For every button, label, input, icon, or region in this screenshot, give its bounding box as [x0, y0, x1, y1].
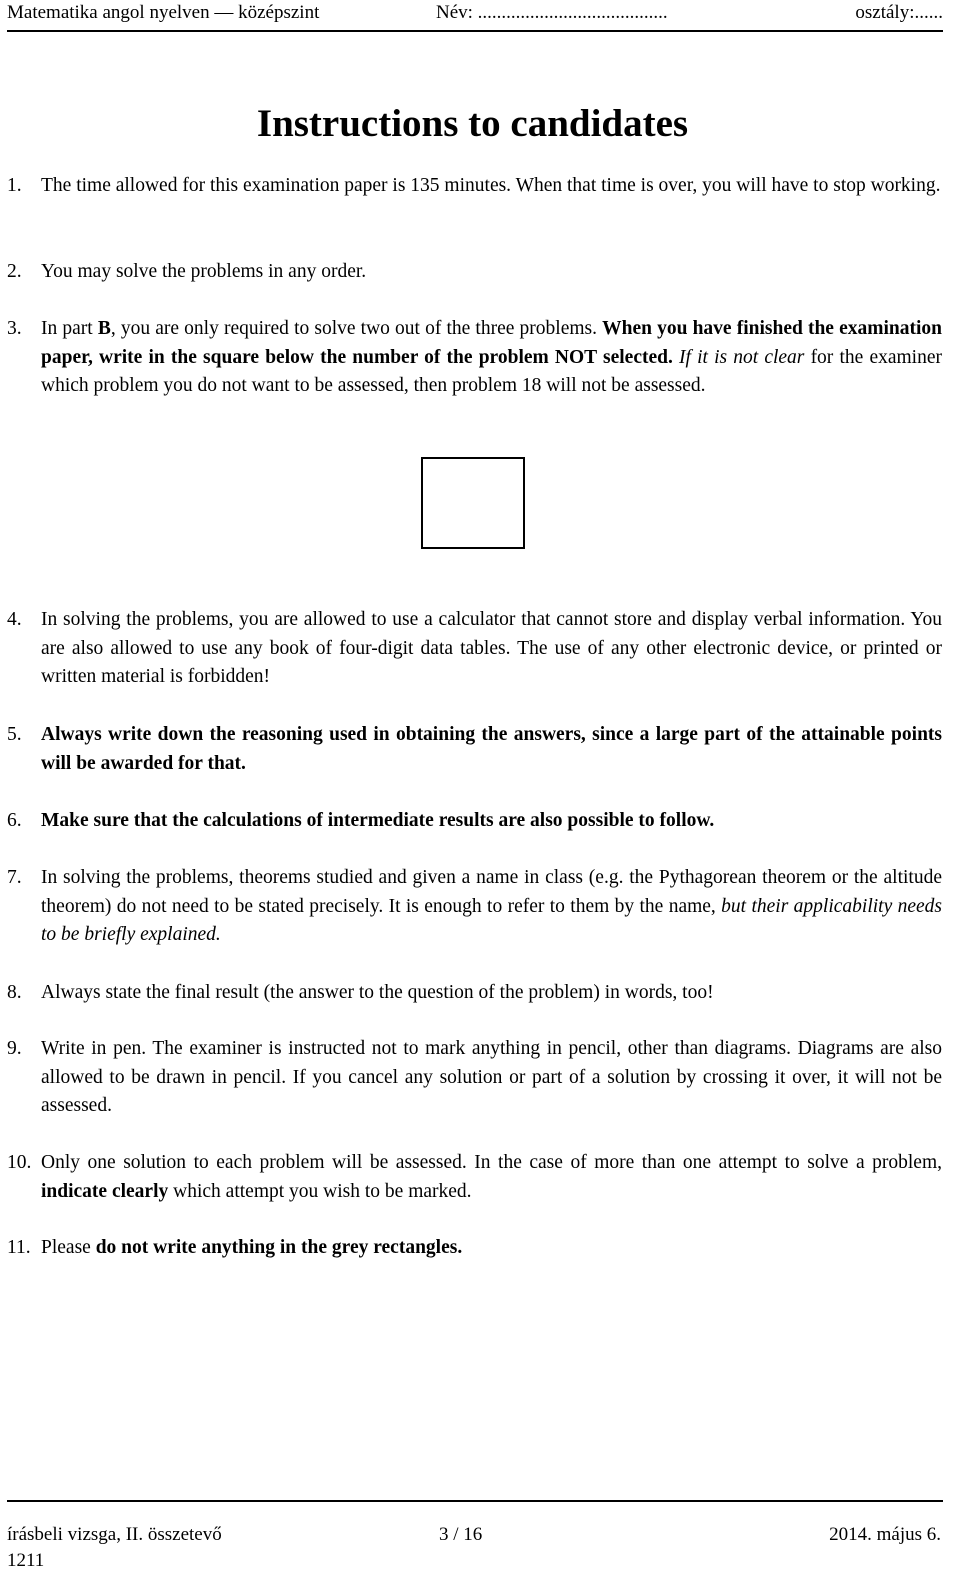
item-text-run: do not write anything in the grey rectangles.	[95, 1237, 463, 1258]
page-footer	[7, 1500, 943, 1582]
item-text-run: In solving the problems, theorems studied and given a name in class (e.g. the Pythagorean theorem or the altitude theorem) do not need to be stated precisely. It is enough to refer to them by the name,	[41, 867, 942, 917]
footer-code: 1211	[7, 1550, 45, 1571]
item-text-run: B	[97, 318, 111, 339]
item-text-run: for the examiner which problem you do not want to be assessed, then problem 18 will not be assessed.	[41, 346, 942, 396]
page-header	[7, 0, 943, 32]
item-text	[41, 606, 942, 692]
instruction-item-10	[7, 1149, 942, 1206]
item-text-run: indicate clearly	[41, 1180, 169, 1202]
item-text-run: Always write down the reasoning used in obtaining the answers, since a large part of the attainable points will be awarded for that.	[41, 724, 942, 774]
item-text-run: Only one solution to each problem will be assessed. In the case of more than one attempt to solve a problem,	[41, 1152, 942, 1173]
page-title: Instructions to candidates	[256, 102, 689, 145]
item-text-run: If it is not clear	[679, 346, 805, 368]
item-number: 3.	[7, 318, 22, 339]
instruction-item-4	[7, 606, 942, 692]
item-number: 8.	[7, 982, 22, 1003]
item-text-run: Make sure that the calculations of intermediate results are also possible to follow.	[41, 810, 715, 831]
instruction-item-9	[7, 1035, 942, 1121]
item-number: 2.	[7, 261, 22, 282]
item-text-run: In solving the problems, you are allowed to use a calculator that cannot store and display verbal information. You are also allowed to use any book of four-digit data tables. The use of any other electronic device, or printed or written material is forbidden!	[41, 609, 942, 687]
item-text	[41, 258, 942, 287]
header-class-field: osztály:......	[855, 2, 943, 23]
header-subject: Matematika angol nyelven — középszint	[7, 2, 320, 23]
item-number: 9.	[7, 1038, 22, 1059]
instruction-item-2	[7, 258, 942, 287]
item-text	[41, 1234, 942, 1263]
item-text-run: Write in pen. The examiner is instructed not to mark anything in pencil, other than diagrams. Diagrams are also allowed to be drawn in pencil. If you cancel any solution or part of a solution by crossing it over, it will not be assessed.	[41, 1038, 942, 1116]
header-name-field: Név: ........................................	[436, 2, 668, 23]
item-text-run: , you are only required to solve two out of the three problems.	[110, 318, 603, 339]
item-text	[41, 864, 942, 950]
item-number: 11.	[7, 1237, 31, 1258]
instruction-item-11	[7, 1234, 942, 1263]
item-number: 5.	[7, 724, 22, 745]
item-text	[41, 315, 942, 401]
instruction-item-8	[7, 979, 942, 1008]
item-text-run: When you have finished the examination paper, write in the square below the number of the problem NOT selected.	[41, 318, 942, 368]
item-text	[41, 1149, 942, 1206]
item-text	[41, 807, 942, 836]
item-number: 1.	[7, 175, 22, 196]
item-text	[41, 172, 942, 201]
instruction-item-1	[7, 172, 942, 201]
item-text-run: Please	[41, 1237, 96, 1258]
item-number: 10.	[7, 1152, 32, 1173]
instruction-item-3	[7, 315, 942, 401]
item-number: 7.	[7, 867, 22, 888]
item-number: 4.	[7, 609, 22, 630]
footer-exam-part: írásbeli vizsga, II. összetevő	[7, 1524, 222, 1545]
item-text-run: which attempt you wish to be marked.	[168, 1180, 472, 1202]
item-text	[41, 1035, 942, 1121]
item-text	[41, 979, 942, 1008]
unselected-problem-box	[421, 457, 525, 549]
instruction-item-5	[7, 721, 942, 778]
footer-date: 2014. május 6.	[829, 1524, 941, 1545]
item-text-run: Always state the final result (the answer to the question of the problem) in words, too!	[41, 982, 714, 1003]
item-text-run: You may solve the problems in any order.	[41, 261, 367, 282]
item-text-run: In part	[41, 318, 98, 339]
item-text	[41, 721, 942, 778]
footer-page-number: 3 / 16	[439, 1524, 483, 1545]
instruction-item-6	[7, 807, 942, 836]
instruction-item-7	[7, 864, 942, 950]
item-text-run: The time allowed for this examination paper is 135 minutes. When that time is over, you will have to stop working.	[41, 175, 941, 196]
item-text-run: but their applicability needs to be briefly explained.	[41, 895, 942, 945]
item-number: 6.	[7, 810, 22, 831]
